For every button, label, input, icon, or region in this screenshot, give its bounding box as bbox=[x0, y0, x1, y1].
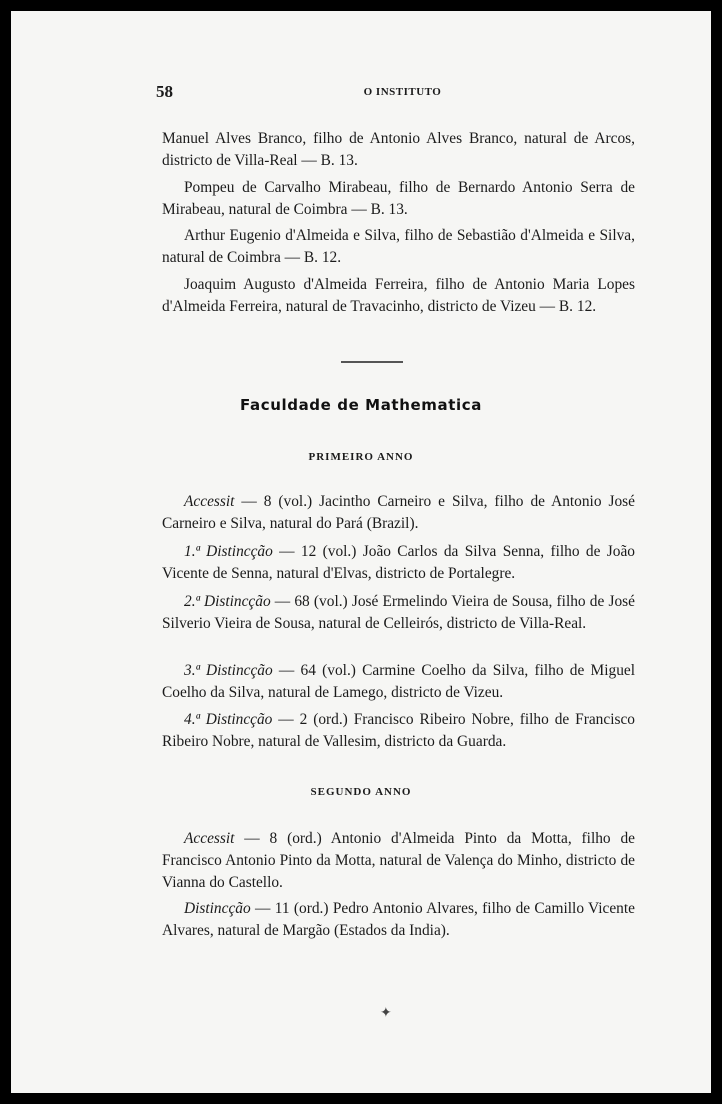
entry-lead: Distincção bbox=[184, 900, 251, 917]
entry-lead: 3.ª Distincção bbox=[184, 662, 273, 679]
entry-joaquim-augusto bbox=[162, 274, 635, 318]
year-heading-primeiro: PRIMEIRO ANNO bbox=[308, 451, 414, 463]
section-title: Faculdade de Mathematica bbox=[240, 396, 482, 414]
entry-text: — 64 (vol.) Carmine Coelho da Silva, filho de Miguel Coelho da Silva, natural de Lamego, districto de Vizeu. bbox=[162, 662, 635, 701]
entry-distinccao-2-jose-ermelindo bbox=[162, 591, 635, 635]
entry-text: — 68 (vol.) José Ermelindo Vieira de Sousa, filho de José Silverio Vieira de Sousa, natural de Celleirós, districto de Villa-Real. bbox=[162, 593, 635, 632]
entry-text: — 2 (ord.) Francisco Ribeiro Nobre, filho de Francisco Ribeiro Nobre, natural de Vallesim, districto da Guarda. bbox=[162, 711, 635, 750]
entry-text: — 12 (vol.) João Carlos da Silva Senna, filho de João Vicente de Senna, natural d'Elvas, districto de Portalegre. bbox=[162, 543, 635, 582]
entry-distinccao-1-joao-carlos bbox=[162, 541, 635, 585]
entry-arthur-eugenio bbox=[162, 225, 635, 269]
running-title: O INSTITUTO bbox=[363, 86, 442, 98]
entry-lead: 4.ª Distincção bbox=[184, 711, 273, 728]
printer-mark-icon: ✦ bbox=[380, 1005, 392, 1021]
page-header bbox=[156, 82, 649, 106]
entry-pompeu-mirabeau bbox=[162, 177, 635, 221]
entry-manuel-alves-branco bbox=[162, 128, 635, 172]
entry-distinccao-pedro bbox=[162, 898, 635, 942]
entry-text: Joaquim Augusto d'Almeida Ferreira, filho de Antonio Maria Lopes d'Almeida Ferreira, natural de Travacinho, districto de Vizeu — B. 12. bbox=[162, 276, 635, 315]
entry-lead: Accessit bbox=[184, 493, 235, 510]
page-number: 58 bbox=[156, 82, 173, 101]
entry-text: Manuel Alves Branco, filho de Antonio Alves Branco, natural de Arcos, districto de Villa-Real — B. 13. bbox=[162, 130, 635, 169]
section-divider bbox=[341, 361, 403, 363]
entry-text: Pompeu de Carvalho Mirabeau, filho de Bernardo Antonio Serra de Mirabeau, natural de Coimbra — B. 13. bbox=[162, 179, 635, 218]
entry-text: — 11 (ord.) Pedro Antonio Alvares, filho de Camillo Vicente Alvares, natural de Margão (Estados da India). bbox=[162, 900, 635, 939]
entry-distinccao-4-francisco bbox=[162, 709, 635, 753]
year-heading-segundo: SEGUNDO ANNO bbox=[310, 786, 412, 798]
entry-lead: 2.ª Distincção bbox=[184, 593, 271, 610]
entry-text: Arthur Eugenio d'Almeida e Silva, filho de Sebastião d'Almeida e Silva, natural de Coimbra — B. 12. bbox=[162, 227, 635, 266]
entry-text: — 8 (ord.) Antonio d'Almeida Pinto da Motta, filho de Francisco Antonio Pinto da Motta, natural de Valença do Minho, districto de Vianna do Castello. bbox=[162, 830, 635, 891]
entry-distinccao-3-carmine bbox=[162, 660, 635, 704]
entry-text: — 8 (vol.) Jacintho Carneiro e Silva, filho de Antonio José Carneiro e Silva, natural do Pará (Brazil). bbox=[162, 493, 635, 532]
entry-lead: 1.ª Distincção bbox=[184, 543, 273, 560]
entry-accessit-jacintho bbox=[162, 491, 635, 535]
entry-accessit-antonio bbox=[162, 828, 635, 894]
entry-lead: Accessit bbox=[184, 830, 235, 847]
